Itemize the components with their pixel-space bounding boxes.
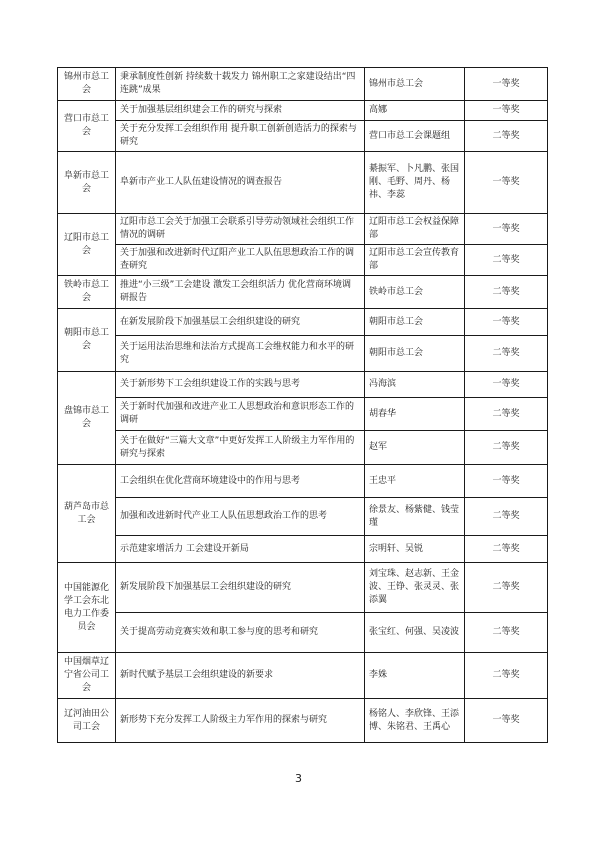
title-cell: 工会组织在优化营商环境建设中的作用与思考	[116, 465, 365, 498]
table-row	[58, 699, 548, 743]
award-cell: 二等奖	[465, 536, 548, 563]
table-row	[58, 276, 548, 309]
author-cell: 辽阳市总工会权益保障部	[365, 214, 465, 245]
title-cell: 新时代赋予基层工会组织建设的新要求	[116, 653, 365, 699]
author-cell: 朝阳市总工会	[365, 309, 465, 336]
unit-cell: 中国烟草辽宁省公司工会	[58, 653, 116, 699]
award-cell: 一等奖	[465, 152, 548, 214]
author-cell: 赵军	[365, 431, 465, 465]
table-row	[58, 372, 548, 398]
award-cell: 二等奖	[465, 431, 548, 465]
title-cell: 在新发展阶段下加强基层工会组织建设的研究	[116, 309, 365, 336]
unit-cell: 朝阳市总工会	[58, 309, 116, 372]
table-row	[58, 498, 548, 536]
award-cell: 二等奖	[465, 398, 548, 431]
unit-cell: 阜新市总工会	[58, 152, 116, 214]
award-cell: 二等奖	[465, 336, 548, 372]
award-cell: 二等奖	[465, 121, 548, 152]
title-cell: 秉承制度性创新 持续数十载发力 锦州职工之家建设结出“四连跳”成果	[116, 68, 365, 101]
award-cell: 一等奖	[465, 214, 548, 245]
award-cell: 一等奖	[465, 101, 548, 121]
award-cell: 二等奖	[465, 563, 548, 613]
author-cell: 徐景友、杨紫健、钱莹瑾	[365, 498, 465, 536]
author-cell: 高娜	[365, 101, 465, 121]
title-cell: 新形势下充分发挥工人阶级主力军作用的探索与研究	[116, 699, 365, 743]
title-cell: 关于运用法治思维和法治方式提高工会维权能力和水平的研究	[116, 336, 365, 372]
table-row	[58, 431, 548, 465]
award-cell: 二等奖	[465, 245, 548, 276]
author-cell: 胡春华	[365, 398, 465, 431]
title-cell: 关于提高劳动竞赛实效和职工参与度的思考和研究	[116, 613, 365, 653]
unit-cell: 葫芦岛市总工会	[58, 465, 116, 563]
title-cell: 加强和改进新时代产业工人队伍思想政治工作的思考	[116, 498, 365, 536]
table-row	[58, 121, 548, 152]
author-cell: 铁岭市总工会	[365, 276, 465, 309]
author-cell: 李姝	[365, 653, 465, 699]
table-row	[58, 152, 548, 214]
unit-cell: 盘锦市总工会	[58, 372, 116, 465]
award-cell: 二等奖	[465, 498, 548, 536]
title-cell: 关于在做好“三篇大文章”中更好发挥工人阶级主力军作用的研究与探索	[116, 431, 365, 465]
unit-cell: 辽阳市总工会	[58, 214, 116, 276]
title-cell: 阜新市产业工人队伍建设情况的调查报告	[116, 152, 365, 214]
table-row	[58, 336, 548, 372]
table-row	[58, 563, 548, 613]
title-cell: 辽阳市总工会关于加强工会联系引导劳动领域社会组织工作情况的调研	[116, 214, 365, 245]
table-row	[58, 101, 548, 121]
award-cell: 一等奖	[465, 699, 548, 743]
author-cell: 张宝红、何强、吴凌波	[365, 613, 465, 653]
title-cell: 关于充分发挥工会组织作用 提升职工创新创造活力的探索与研究	[116, 121, 365, 152]
award-cell: 一等奖	[465, 372, 548, 398]
author-cell: 朝阳市总工会	[365, 336, 465, 372]
unit-cell: 辽河油田公司工会	[58, 699, 116, 743]
title-cell: 示范建家增活力 工会建设开新局	[116, 536, 365, 563]
award-cell: 一等奖	[465, 465, 548, 498]
table-row	[58, 536, 548, 563]
author-cell: 辽阳市总工会宣传教育部	[365, 245, 465, 276]
table-row	[58, 398, 548, 431]
page-number: 3	[295, 772, 302, 785]
awards-table	[57, 67, 548, 743]
unit-cell: 铁岭市总工会	[58, 276, 116, 309]
unit-cell: 营口市总工会	[58, 101, 116, 152]
award-cell: 二等奖	[465, 653, 548, 699]
unit-cell: 锦州市总工会	[58, 68, 116, 101]
award-cell: 二等奖	[465, 613, 548, 653]
table-row	[58, 245, 548, 276]
table-row	[58, 214, 548, 245]
title-cell: 关于新时代加强和改进产业工人思想政治和意识形态工作的调研	[116, 398, 365, 431]
author-cell: 杨铭人、李欣锋、王添博、朱铭君、王禹心	[365, 699, 465, 743]
title-cell: 关于加强和改进新时代辽阳产业工人队伍思想政治工作的调查研究	[116, 245, 365, 276]
unit-cell: 中国能源化学工会东北电力工作委员会	[58, 563, 116, 653]
table-row	[58, 465, 548, 498]
author-cell: 冯海滨	[365, 372, 465, 398]
author-cell: 锦州市总工会	[365, 68, 465, 101]
title-cell: 新发展阶段下加强基层工会组织建设的研究	[116, 563, 365, 613]
award-cell: 一等奖	[465, 68, 548, 101]
table-row	[58, 613, 548, 653]
title-cell: 关于新形势下工会组织建设工作的实践与思考	[116, 372, 365, 398]
author-cell: 王忠平	[365, 465, 465, 498]
author-cell: 宗明轩、吴锐	[365, 536, 465, 563]
title-cell: 推进“小三级”工会建设 激发工会组织活力 优化营商环境调研报告	[116, 276, 365, 309]
table-row	[58, 309, 548, 336]
author-cell: 綦振军、卜凡鹏、张国刚、毛野、周丹、杨祎、李蕊	[365, 152, 465, 214]
awards-table-body	[58, 68, 548, 743]
table-row	[58, 68, 548, 101]
title-cell: 关于加强基层组织建会工作的研究与探索	[116, 101, 365, 121]
author-cell: 刘宝珠、赵志新、王金波、王铮、张灵灵、张添翼	[365, 563, 465, 613]
table-row	[58, 653, 548, 699]
author-cell: 营口市总工会课题组	[365, 121, 465, 152]
award-cell: 二等奖	[465, 276, 548, 309]
award-cell: 一等奖	[465, 309, 548, 336]
